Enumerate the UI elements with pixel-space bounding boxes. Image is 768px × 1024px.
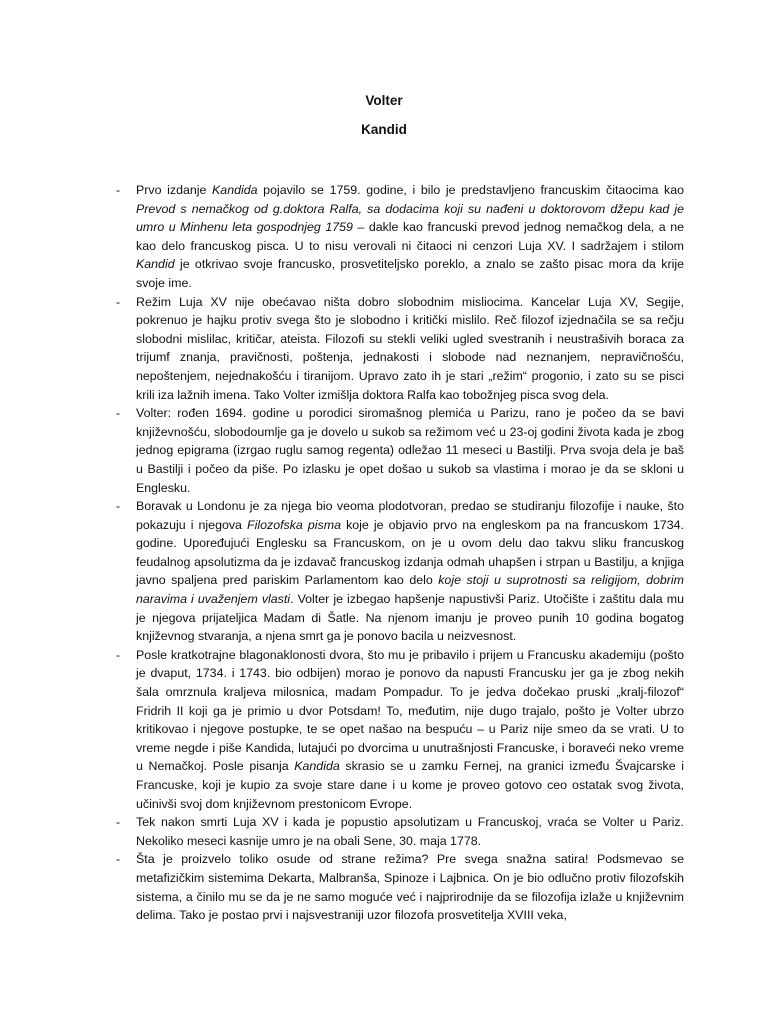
italic-text: Kandida <box>294 759 340 774</box>
text-segment: Tek nakon smrti Luja XV i kada je popustio apsolutizam u Francuskoj, vraća se Volter u Pariz. Nekoliko meseci kasnije umro je na obali Sene, 30. maja 1778. <box>136 815 684 848</box>
text-segment: Volter: rođen 1694. godine u porodici siromašnog plemića u Parizu, rano je počeo da se bavi književnošću, slobodoumlje ga je dovelo u sukob sa režimom već u 23-oj godini života kada je zbog jednog epigrama (izrgao ruglu samog regenta) odležao 11 meseci u Bastilji. Prva svoja dela je baš u Bastilji i počeo da piše. Po izlasku je opet došao u sukob sa vlastima i morao je da se skloni u Englesku. <box>136 406 684 495</box>
text-segment: pojavilo se 1759. godine, i bilo je predstavljeno francuskim čitaocima kao <box>257 183 684 197</box>
list-item <box>0 181 768 293</box>
document-subtitle: Kandid <box>361 122 407 137</box>
paragraph-text <box>136 852 684 922</box>
text-segment: Režim Luja XV nije obećavao ništa dobro slobodnim misliocima. Kancelar Luja XV, Segije, pokrenuo je hajku protiv svega što je slobodno i kritički mislilo. Reč filozof izjednačila se sa rečju slobodni mislilac, kritičar, ateista. Filozofi su stekli veliki ugled svestranih i neustrašivih boraca za trijumf znanja, pravičnosti, poštenja, jednakosti i slobode nad neznanjem, nepravičnošću, nepoštenjem, nejednakošću i tiranijom. Upravo zato ih je stari „režim“ progonio, i zato su se pisci krili iza lažnih imena. Tako Volter izmišlja doktora Ralfa kao tobožnjeg pisca svog dela. <box>136 294 684 402</box>
paragraph-text <box>136 406 684 494</box>
bullet-dash: - <box>116 183 121 197</box>
text-segment: skrasio se u zamku Fernej, na granici između Švajcarske i Francuske, koji je kupio za svoje stare dane i u kome je proveo gotovo ceo ostatak svog života, učinivši svoj dom književnom prestonicom Evrope. <box>136 759 684 811</box>
italic-text: Kandida <box>212 183 258 197</box>
list-item <box>0 646 768 813</box>
text-segment: koje je objavio prvo na engleskom pa na francuskom 1734. godine. Upoređujući Englesku sa Francuskom, on je u ovom delu dao takvu sliku francuskog feudalnog apsolutizma da je izdavač francuskog izdanja odmah uhapšen i strpan u Bastilju, a knjiga javno spaljena pred pariskim Parlamentom kao delo <box>136 517 684 588</box>
list-item <box>0 497 768 646</box>
list-item <box>0 850 768 924</box>
text-segment: je otkrivao svoje francusko, prosvetiteljsko poreklo, a znalo se zašto pisac mora da krije svoje ime. <box>136 257 684 290</box>
italic-text: Kandid <box>136 257 175 272</box>
paragraph-list <box>0 181 768 925</box>
text-segment: . Volter je izbegao hapšenje napustivši Pariz. Utočište i zaštitu dala mu je njegova prijateljica Madam di Šatle. Na njenom imanju je proveo punih 10 godina bogatog književnog stvaranja, a njena smrt ga je ponovo bacila u neizvesnost. <box>136 592 684 644</box>
text-segment: Šta je proizvelo toliko osude od strane režima? Pre svega snažna satira! Podsmevao se metafizičkim sistemima Dekarta, Malbranša, Spinoze i Lajbnica. On je bio odlučno protiv filozofskih sistema, a činilo mu se da je ne samo moguće već i najprirodnije da se filozofija izlaže u književnim delima. Tako je postao prvi i najsvestraniji uzor filozofa prosvetitelja XVIII veka, <box>136 852 684 923</box>
bullet-dash: - <box>116 647 121 662</box>
bullet-dash: - <box>116 406 121 421</box>
list-item <box>0 293 768 405</box>
list-item <box>0 404 768 497</box>
bullet-dash: - <box>116 294 121 309</box>
bullet-dash: - <box>116 852 121 867</box>
paragraph-text <box>136 183 684 290</box>
list-item <box>0 813 768 850</box>
italic-text: Prevod s nemačkog od g.doktora Ralfa, sa dodacima koji su nađeni u doktorovom džepu kad je umro u Minhenu leta gospodnjeg 1759 <box>136 201 684 235</box>
document-title: Volter <box>365 93 403 108</box>
italic-text: Filozofska pisma <box>247 517 341 532</box>
paragraph-text <box>136 648 684 811</box>
text-segment: Prvo izdanje <box>136 183 213 197</box>
bullet-dash: - <box>116 815 121 830</box>
italic-text: koje stoji u suprotnosti sa religijom, dobrim naravima i uvaženjem vlasti <box>136 573 684 607</box>
text-segment: Boravak u Londonu je za njega bio veoma plodotvoran, predao se studiranju filozofije i nauke, što pokazuju i njegova <box>136 499 684 532</box>
bullet-dash: - <box>116 499 121 514</box>
paragraph-text <box>136 499 684 643</box>
text-segment: – dakle kao francuski prevod jednog nemačkog dela, a ne kao delo francuskog pisca. U to nisu verovali ni čitaoci ni cenzori Luja XV. I sadržajem i stilom <box>136 220 684 253</box>
paragraph-text <box>136 815 684 848</box>
paragraph-text <box>136 295 684 402</box>
text-segment: Posle kratkotrajne blagonaklonosti dvora, što mu je pribavilo i prijem u Francusku akademiju (pošto je dvaput, 1734. i 1743. bio odbijen) morao je ponovo da napusti Francusku jer ga je zbog nekih šala omrznula kraljeva milosnica, madam Pompadur. To je jedva dočekao pruski „kralj-filozof“ Fridrih II koji ga je primio u dvor Potsdam! To, međutim, nije dugo trajalo, pošto je Volter ubrzo kritikovao i njegove postupke, te se opet našao na bespuću – u Pariz nije smeo da se vrati. U to vreme negde i piše Kandida, lutajući po dvorcima u unutrašnjosti Francuske, i boraveći neko vreme u Nemačkoj. Posle pisanja <box>136 647 684 774</box>
